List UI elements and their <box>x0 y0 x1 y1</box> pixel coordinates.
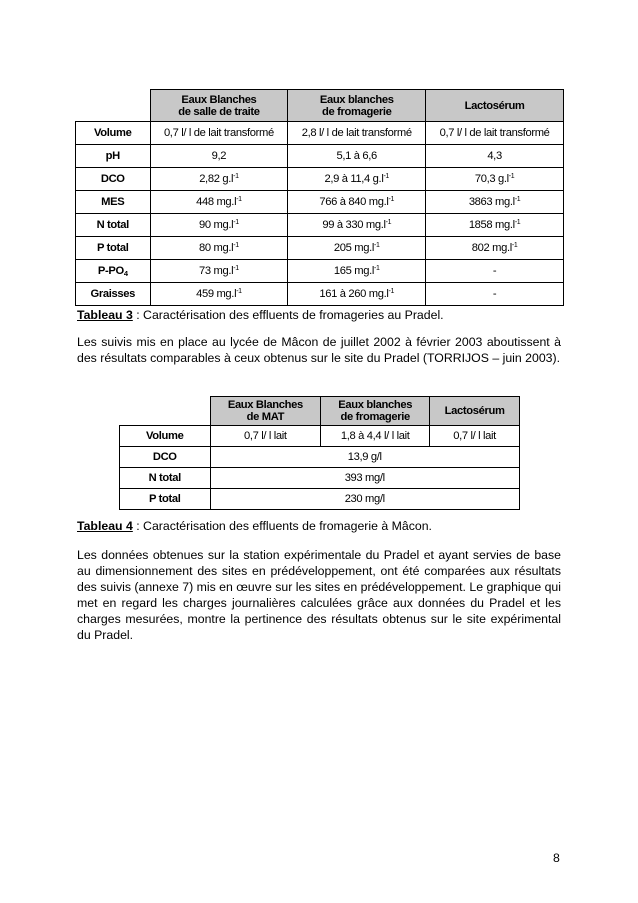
col-header-eaux-blanches-traite: Eaux Blanches de salle de traite <box>150 90 288 122</box>
row-label: pH <box>76 145 151 168</box>
page-number: 8 <box>553 851 560 865</box>
table-row <box>76 191 564 214</box>
table-cell: 9,2 <box>150 145 288 168</box>
table-cell: - <box>426 283 564 306</box>
table3-caption <box>77 308 444 322</box>
table-cell: - <box>426 260 564 283</box>
col-header-lactoserum: Lactosérum <box>426 90 564 122</box>
table-cell: 161 à 260 $mg.l^{-1}$ <box>288 283 426 306</box>
table-cell: 99 à 330 $mg.l^{-1}$ <box>288 214 426 237</box>
table-row <box>76 260 564 283</box>
table-row <box>76 214 564 237</box>
row-label: Volume <box>76 122 151 145</box>
table-row <box>76 237 564 260</box>
col-header-eaux-blanches-fromagerie: Eaux blanches de fromagerie <box>321 397 430 426</box>
table-effluents-macon <box>119 396 520 510</box>
table-row <box>120 447 520 468</box>
table-effluents-pradel <box>75 89 564 306</box>
table-cell: 0,7 l/ l de lait transformé <box>150 122 288 145</box>
table4-caption <box>77 519 432 533</box>
col-header-lactoserum: Lactosérum <box>430 397 520 426</box>
table-cell: 459 $mg.l^{-1}$ <box>150 283 288 306</box>
table-cell: 3863 $mg.l^{-1}$ <box>426 191 564 214</box>
table-cell: 5,1 à 6,6 <box>288 145 426 168</box>
table-cell: 2,9 à 11,4 $g.l^{-1}$ <box>288 168 426 191</box>
table4-caption-text: : Caractérisation des effluents de fromagerie à Mâcon. <box>132 519 432 533</box>
table-row <box>76 145 564 168</box>
row-label: DCO <box>120 447 211 468</box>
paragraph-macon-results: Les suivis mis en place au lycée de Mâcon de juillet 2002 à février 2003 aboutissent à des résultats comparables à ceux obtenus sur le site du Pradel (TORRIJOS – juin 2003). <box>77 335 561 365</box>
row-label: Volume <box>120 426 211 447</box>
row-label: N total <box>120 468 211 489</box>
table-cell: 4,3 <box>426 145 564 168</box>
row-label: DCO <box>76 168 151 191</box>
table3-caption-text: : Caractérisation des effluents de fromageries au Pradel. <box>132 308 444 322</box>
table-row <box>76 283 564 306</box>
table-row <box>120 489 520 510</box>
table-cell: 165 $mg.l^{-1}$ <box>288 260 426 283</box>
merged-value-cell: 230 mg/l <box>210 489 520 510</box>
table-row <box>76 168 564 191</box>
col-header-eaux-blanches-mat: Eaux Blanches de MAT <box>210 397 321 426</box>
merged-value-cell: 13,9 g/l <box>210 447 520 468</box>
table-cell: 802 $mg.l^{-1}$ <box>426 237 564 260</box>
table-cell: 2,82 $g.l^{-1}$ <box>150 168 288 191</box>
row-label: N total <box>76 214 151 237</box>
table-row <box>120 426 520 447</box>
table-cell: 1858 $mg.l^{-1}$ <box>426 214 564 237</box>
row-label: Graisses <box>76 283 151 306</box>
table4-caption-label: Tableau 4 <box>77 519 133 533</box>
table3-caption-label: Tableau 3 <box>77 308 133 322</box>
table-cell: 1,8 à 4,4 l/ l lait <box>321 426 430 447</box>
table-cell: 205 $mg.l^{-1}$ <box>288 237 426 260</box>
table-row <box>76 122 564 145</box>
table-cell: 0,7 l/ l de lait transformé <box>426 122 564 145</box>
row-label: MES <box>76 191 151 214</box>
table-corner-cell <box>76 90 151 122</box>
table-header-row <box>120 397 520 426</box>
paragraph-pradel-comparison: Les données obtenues sur la station expérimentale du Pradel et ayant servies de base au dimensionnement des sites en prédéveloppement, ont été comparées aux résultats des suivis (annexe 7) mis en œuvre sur les sites en prédéveloppement. Le graphique qui met en regard les charges journalières calculées grâce aux données du Pradel et les charges mesurées, montre la pertinence des résultats obtenus sur le site expérimental du Pradel. <box>77 548 561 642</box>
table-cell: 2,8 l/ l de lait transformé <box>288 122 426 145</box>
table-cell: 448 $mg.l^{-1}$ <box>150 191 288 214</box>
col-header-eaux-blanches-fromagerie: Eaux blanches de fromagerie <box>288 90 426 122</box>
row-label: P total <box>76 237 151 260</box>
table-cell: 766 à 840 $mg.l^{-1}$ <box>288 191 426 214</box>
table-cell: 0,7 l/ l lait <box>210 426 321 447</box>
table-corner-cell <box>120 397 211 426</box>
table-cell: 90 $mg.l^{-1}$ <box>150 214 288 237</box>
table-cell: 73 $mg.l^{-1}$ <box>150 260 288 283</box>
table-header-row <box>76 90 564 122</box>
merged-value-cell: 393 mg/l <box>210 468 520 489</box>
table-cell: 0,7 l/ l lait <box>430 426 520 447</box>
table-cell: 70,3 $g.l^{-1}$ <box>426 168 564 191</box>
table-row <box>120 468 520 489</box>
table-cell: 80 $mg.l^{-1}$ <box>150 237 288 260</box>
row-label: P total <box>120 489 211 510</box>
row-label: $P-PO_4$ <box>76 260 151 283</box>
